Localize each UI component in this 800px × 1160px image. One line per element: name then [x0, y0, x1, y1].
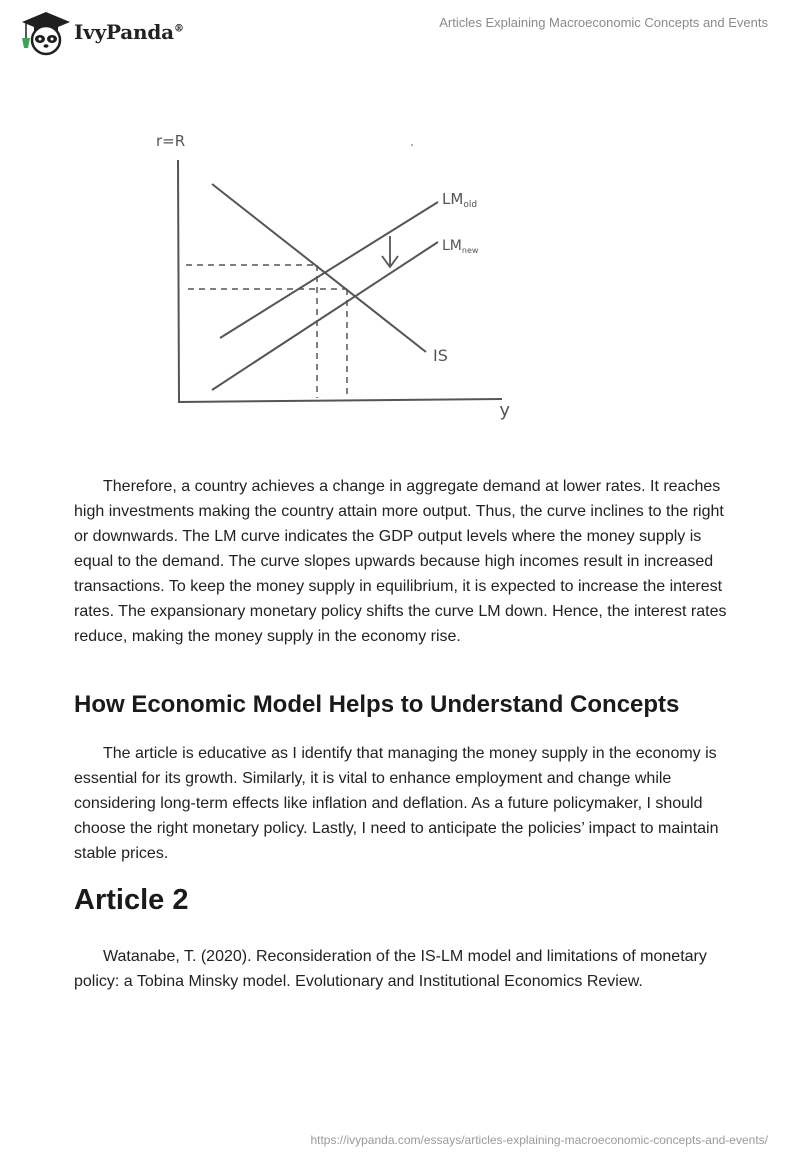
- y-axis-label: r=R: [156, 132, 186, 150]
- section-heading-economic-model: How Economic Model Helps to Understand Concepts: [74, 691, 680, 718]
- page-header: [0, 0, 800, 60]
- x-axis: [178, 399, 502, 402]
- is-curve: [212, 184, 426, 352]
- brand-name: IvyPanda®: [74, 20, 184, 44]
- lm-old-label: $LM_{old}$: [442, 190, 478, 210]
- panda-graduate-icon: [16, 8, 72, 56]
- is-label: IS: [433, 346, 448, 365]
- citation-paragraph: Watanabe, T. (2020). Reconsideration of the IS-LM model and limitations of monetary policy: a Tobina Minsky model. Evolutionary and Institutional Economics Review.: [74, 948, 707, 990]
- section-heading-article-2: Article 2: [74, 884, 189, 916]
- is-lm-diagram: [150, 128, 510, 428]
- ivypanda-logo[interactable]: [16, 8, 184, 56]
- body-paragraph-2: The article is educative as I identify that managing the money supply in the economy is essential for its growth. Similarly, it is vital to enhance employment and change while considering long-term effects like inflation and deflation. As a future policymaker, I should choose the right monetary policy. Lastly, I need to anticipate the policies’ impact to maintain stable prices.: [74, 745, 719, 862]
- x-axis-label: y: [499, 400, 510, 421]
- lm-old-curve: [220, 202, 438, 338]
- lm-new-label: $LM_{new}$: [442, 238, 479, 255]
- document-title: Articles Explaining Macroeconomic Concepts and Events: [439, 15, 768, 30]
- y-axis: [178, 160, 179, 402]
- source-url-link[interactable]: https://ivypanda.com/essays/articles-explaining-macroeconomic-concepts-and-events/: [310, 1133, 768, 1147]
- lm-new-curve: [212, 242, 438, 390]
- is-lm-sketch: [150, 128, 510, 428]
- body-paragraph-1: Therefore, a country achieves a change in aggregate demand at lower rates. It reaches high investments making the country attain more output. Thus, the curve inclines to the right or downwards. The LM curve indicates the GDP output levels where the money supply is equal to the demand. The curve slopes upwards because high incomes result in increased transactions. To keep the money supply in equilibrium, it is expected to increase the interest rates. The expansionary monetary policy shifts the curve LM down. Hence, the interest rates reduce, making the money supply in the economy rise.: [74, 478, 727, 645]
